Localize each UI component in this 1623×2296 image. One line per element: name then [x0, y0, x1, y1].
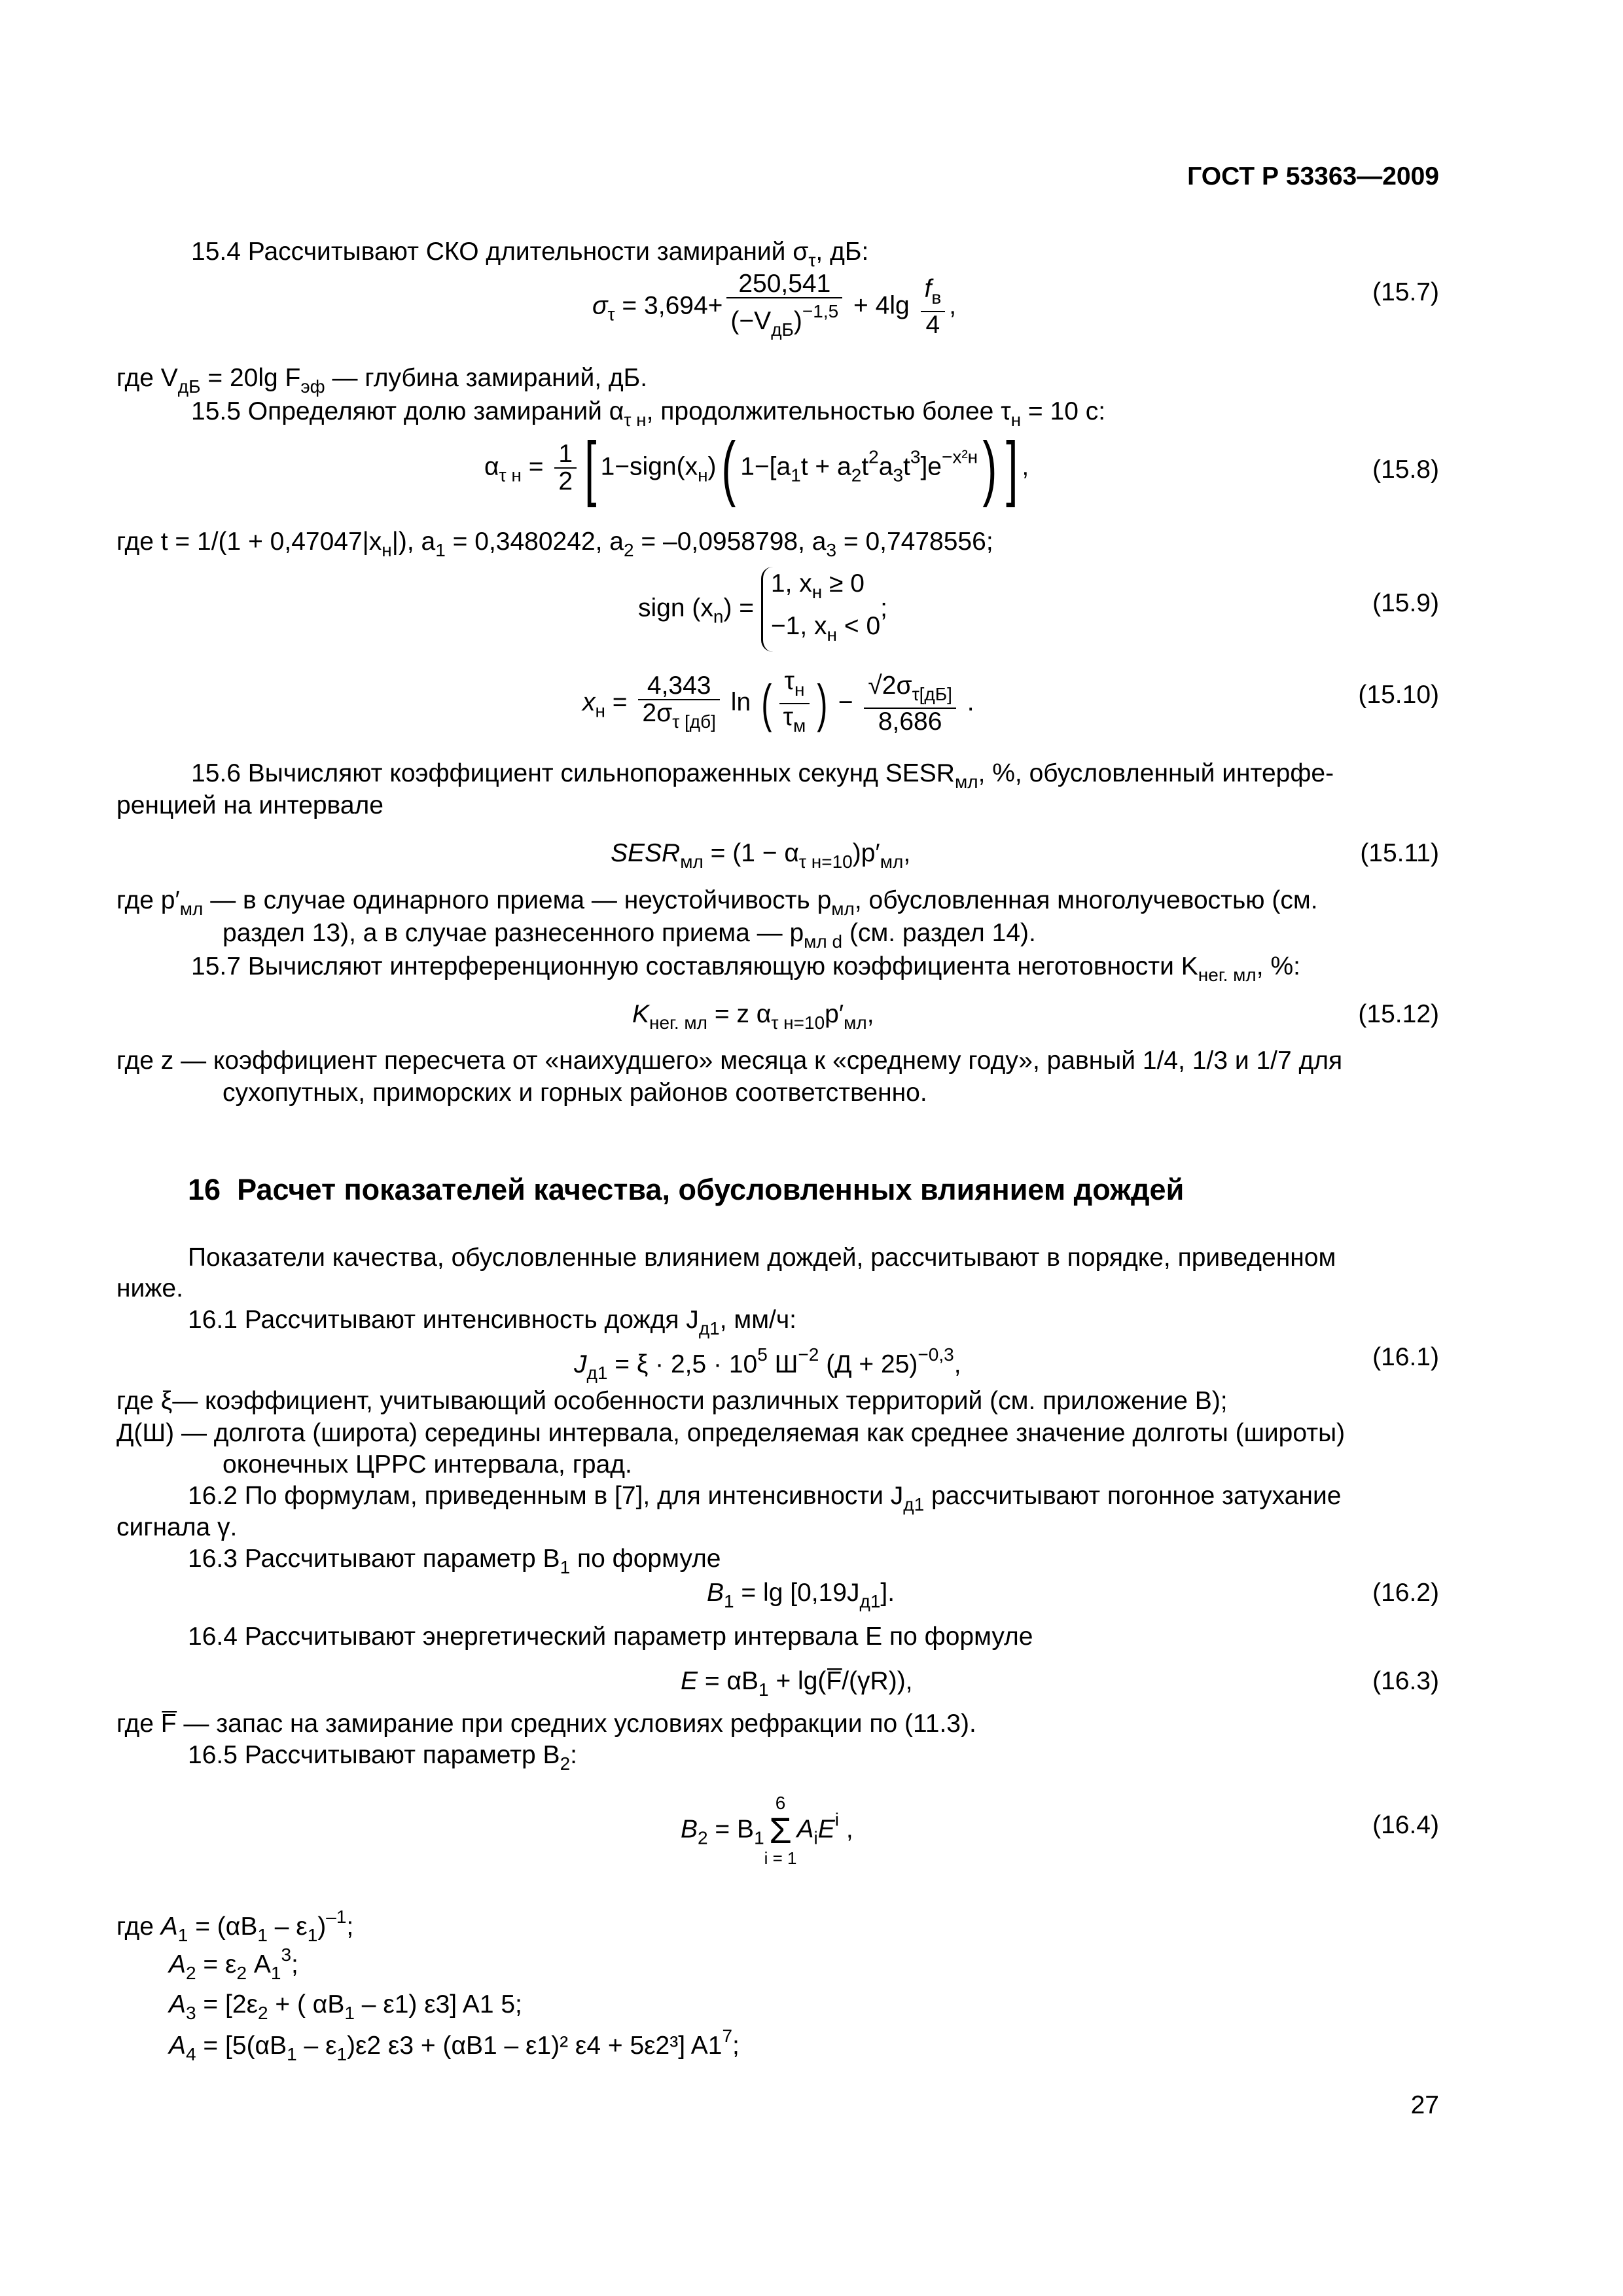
para-16-3: 16.3 Рассчитывают параметр $B_1$ по формуле	[188, 1545, 721, 1577]
eq-number-16-3: (16.3)	[1372, 1667, 1439, 1695]
equation-15-8: $\alpha_{\tau н}$ = $\frac{1}{2}$ [ $1-sign(x_н)$( $1-[a_1t + a_2t^2a_3t^3]e^{-x^2н}$) ] ,	[484, 427, 1029, 508]
eq-number-15-9: (15.9)	[1372, 589, 1439, 617]
where-16-1-line2: Д(Ш) — долгота (широта) середины интервала, определяемая как среднее значение долготы (широты)	[116, 1419, 1346, 1447]
equation-16-1: $J_{д1} = \xi \cdot 2,5 \cdot 10^5$ $Ш^{-2}$ $(Д + 25)^{-0,3}$,	[574, 1344, 961, 1383]
eq-number-15-10: (15.10)	[1358, 681, 1439, 709]
where-16-1: где ξ— коэффициент, учитывающий особенности различных территорий (см. приложение В);	[116, 1387, 1228, 1415]
where-16-4-line: $A_3 = [2\varepsilon_2$ + ( $\alpha B_1 - \varepsilon 1$) ε3] A1 5;	[169, 1990, 522, 2023]
eq-number-16-1: (16.1)	[1372, 1343, 1439, 1371]
equation-16-2: $B_1 = \lg [0,19J_{д1}]$.	[707, 1579, 895, 1611]
page-number: 27	[1410, 2091, 1439, 2119]
para-16-intro: Показатели качества, обусловленные влиянием дождей, рассчитывают в порядке, приведенном	[188, 1244, 1336, 1272]
equation-16-3: $E = \alpha B_1$ + lg(F̅/(γR)),	[681, 1667, 913, 1700]
eq-number-15-8: (15.8)	[1372, 456, 1439, 484]
document-header: ГОСТ Р 53363—2009	[1187, 162, 1439, 190]
eq-number-16-4: (16.4)	[1372, 1811, 1439, 1839]
where-15-8: где $t = 1/(1 + 0,47047|x_н|)$, $a_1 = 0,3480242$, $a_2 = -0,0958798$, $a_3 = 0,7478556$;	[116, 528, 993, 560]
where-15-7: где $V_{дБ} = 20\lg$ $F_{эф}$ — глубина замираний, дБ.	[116, 364, 648, 397]
para-16-intro-line2: ниже.	[116, 1274, 183, 1302]
where-16-4-line: где $A_1 = (\alpha B_1 - \varepsilon_1)^{-1}$;	[116, 1907, 354, 1945]
para-15-4: 15.4 Рассчитывают СКО длительности замираний $\sigma_\tau$, дБ:	[191, 238, 869, 270]
para-15-5: 15.5 Определяют долю замираний $\alpha_{\tau н}$, продолжительностью более $\tau_н = 10$ с:	[191, 397, 1106, 430]
para-16-1: 16.1 Рассчитывают интенсивность дождя $J_{д1}$, мм/ч:	[188, 1306, 797, 1338]
eq-number-15-7: (15.7)	[1372, 278, 1439, 306]
where-16-1-line3: оконечных ЦРРС интервала, град.	[223, 1450, 632, 1479]
section-16-heading: 16 Расчет показателей качества, обусловленных влиянием дождей	[188, 1173, 1185, 1206]
para-15-6: 15.6 Вычисляют коэффициент сильнопораженных секунд $SESR_{мл}$, %, обусловленный интерфе-	[191, 759, 1334, 792]
para-16-4: 16.4 Рассчитывают энергетический параметр интервала E по формуле	[188, 1623, 1033, 1651]
where-16-4-line: $A_4 = [5(\alpha B_1 - \varepsilon_1)\varepsilon 2$ ε3 + (αB1 – ε1)² ε4 + 5ε2³] $A1^7$;	[169, 2026, 740, 2064]
equation-15-11: $SESR_{мл} = (1 - \alpha_{\tau н=10})p'_{мл}$,	[611, 839, 911, 872]
para-16-5: 16.5 Рассчитывают параметр $B_2$:	[188, 1741, 577, 1774]
eq-number-15-11: (15.11)	[1360, 839, 1439, 867]
where-15-12-line2: сухопутных, приморских и горных районов соответственно.	[223, 1079, 927, 1107]
para-16-2-line2: сигнала γ.	[116, 1513, 238, 1541]
eq-number-16-2: (16.2)	[1372, 1579, 1439, 1607]
where-15-11-line2: раздел 13), а в случае разнесенного приема — $p_{мл d}$ (см. раздел 14).	[223, 919, 1036, 952]
eq-number-15-12: (15.12)	[1358, 1000, 1439, 1028]
equation-15-7: $\sigma_\tau = 3,694+$ $\frac{250,541}{(-V_{дБ})^{-1,5}}$ + 4lg $\frac{f_в}{4}$ ,	[592, 270, 957, 340]
para-16-2: 16.2 По формулам, приведенным в [7], для интенсивности $J_{д1}$ рассчитывают погонное затухание	[188, 1482, 1342, 1515]
where-16-4-line: $A_2 = \varepsilon_2$ $A_1^3$;	[169, 1945, 298, 1983]
equation-16-4: $B_2 = B_1$ 6 Σ i = 1 $A_iE^i$ ,	[681, 1793, 853, 1868]
where-15-11: где $p'_{мл}$ — в случае одинарного приема — неустойчивость $p_{мл}$, обусловленная многолучевостью (см.	[116, 886, 1318, 919]
where-16-3: где F̅ — запас на замирание при средних условиях рефракции по (11.3).	[116, 1710, 976, 1738]
para-15-7: 15.7 Вычисляют интерференционную составляющую коэффициента неготовности $K_{нег. мл}$, %:	[191, 952, 1300, 985]
equation-15-12: $K_{нег. мл} = z$ $\alpha_{\tau н=10}p'_{мл}$,	[632, 1000, 874, 1033]
para-15-6-line2: ренцией на интервале	[116, 791, 383, 819]
where-15-12: где z — коэффициент пересчета от «наихудшего» месяца к «среднему году», равный 1/4, 1/3 и 1/7 для	[116, 1047, 1343, 1075]
equation-15-10: $x_н$ = $\frac{4,343}{2\sigma_{\tau [дб]}}$ ln ( $\frac{\tau_н}{\tau_м}$ ) − $\frac{√2\sigma_{\tau[дБ]}}{8,686}$ .	[582, 667, 974, 736]
equation-15-9: sign $(x_n)$ = 1, $x_н \ge 0$ −1, $x_н < 0$ ;	[638, 567, 887, 652]
